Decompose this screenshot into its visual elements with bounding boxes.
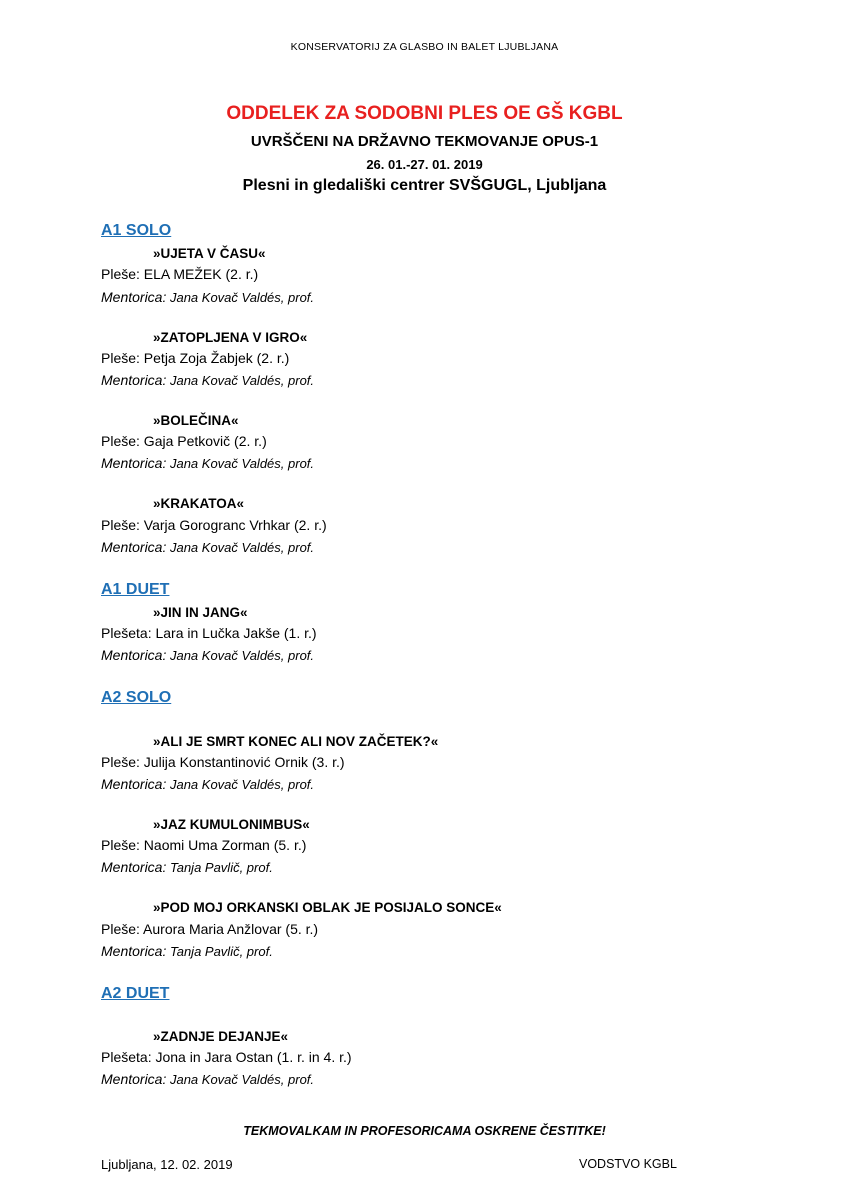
mentor-name: Tanja Pavlič, prof.: [166, 944, 273, 959]
mentor-role: Mentorica:: [101, 289, 167, 305]
mentor-name: Jana Kovač Valdés, prof.: [166, 290, 315, 305]
dancer-line: Pleše: Petja Zoja Žabjek (2. r.): [101, 350, 290, 366]
mentor-role: Mentorica:: [101, 647, 167, 663]
congratulations-note: TEKMOVALKAM IN PROFESORICAMA OSKRENE ČESTITKE!: [243, 1124, 606, 1138]
dancer-line: Pleše: Julija Konstantinović Ornik (3. r.): [101, 754, 345, 770]
piece-title: »ZADNJE DEJANJE«: [153, 1029, 289, 1044]
category-heading-a1-solo[interactable]: A1 SOLO: [101, 222, 172, 239]
mentor-name: Jana Kovač Valdés, prof.: [166, 540, 315, 555]
mentor-name: Jana Kovač Valdés, prof.: [166, 373, 315, 388]
piece-title: »ZATOPLJENA V IGRO«: [153, 330, 308, 345]
mentor-line: [101, 647, 314, 663]
mentor-line: [101, 1071, 314, 1087]
signature: VODSTVO KGBL: [579, 1157, 677, 1171]
organization-header: KONSERVATORIJ ZA GLASBO IN BALET LJUBLJANA: [290, 41, 559, 53]
mentor-name: Jana Kovač Valdés, prof.: [166, 648, 315, 663]
mentor-role: Mentorica:: [101, 1071, 167, 1087]
mentor-role: Mentorica:: [101, 943, 167, 959]
mentor-role: Mentorica:: [101, 372, 167, 388]
dancer-line: Pleše: Gaja Petkovič (2. r.): [101, 433, 267, 449]
mentor-role: Mentorica:: [101, 455, 167, 471]
mentor-line: [101, 859, 273, 875]
mentor-name: Tanja Pavlič, prof.: [166, 860, 273, 875]
mentor-name: Jana Kovač Valdés, prof.: [166, 456, 315, 471]
category-heading-a2-solo[interactable]: A2 SOLO: [101, 689, 172, 706]
document-title: ODDELEK ZA SODOBNI PLES OE GŠ KGBL: [226, 103, 623, 124]
mentor-name: Jana Kovač Valdés, prof.: [166, 777, 315, 792]
mentor-line: [101, 539, 314, 555]
dancer-line: Plešeta: Jona in Jara Ostan (1. r. in 4. r.): [101, 1049, 352, 1065]
mentor-role: Mentorica:: [101, 539, 167, 555]
competition-dates: 26. 01.-27. 01. 2019: [366, 157, 483, 172]
piece-title: »ALI JE SMRT KONEC ALI NOV ZAČETEK?«: [153, 734, 439, 749]
piece-title: »BOLEČINA«: [153, 413, 239, 428]
piece-title: »POD MOJ ORKANSKI OBLAK JE POSIJALO SONCE«: [153, 900, 502, 915]
mentor-line: [101, 455, 314, 471]
dancer-line: Pleše: Naomi Uma Zorman (5. r.): [101, 837, 307, 853]
dancer-line: Pleše: Varja Gorogranc Vrhkar (2. r.): [101, 517, 327, 533]
piece-title: »KRAKATOA«: [153, 496, 245, 511]
mentor-name: Jana Kovač Valdés, prof.: [166, 1072, 315, 1087]
dancer-line: Pleše: Aurora Maria Anžlovar (5. r.): [101, 921, 319, 937]
piece-title: »JIN IN JANG«: [153, 605, 248, 620]
mentor-line: [101, 776, 314, 792]
mentor-role: Mentorica:: [101, 859, 167, 875]
piece-title: »UJETA V ČASU«: [153, 246, 266, 261]
mentor-line: [101, 372, 314, 388]
category-heading-a1-duet[interactable]: A1 DUET: [101, 581, 170, 598]
mentor-line: [101, 289, 314, 305]
place-and-date: Ljubljana, 12. 02. 2019: [101, 1157, 233, 1172]
mentor-role: Mentorica:: [101, 776, 167, 792]
competition-venue: Plesni in gledališki centrer SVŠGUGL, Ljubljana: [242, 177, 607, 194]
dancer-line: Plešeta: Lara in Lučka Jakše (1. r.): [101, 625, 317, 641]
mentor-line: [101, 943, 273, 959]
piece-title: »JAZ KUMULONIMBUS«: [153, 817, 310, 832]
category-heading-a2-duet[interactable]: A2 DUET: [101, 985, 170, 1002]
document-subtitle: UVRŠČENI NA DRŽAVNO TEKMOVANJE OPUS-1: [250, 133, 599, 150]
dancer-line: Pleše: ELA MEŽEK (2. r.): [101, 266, 259, 282]
